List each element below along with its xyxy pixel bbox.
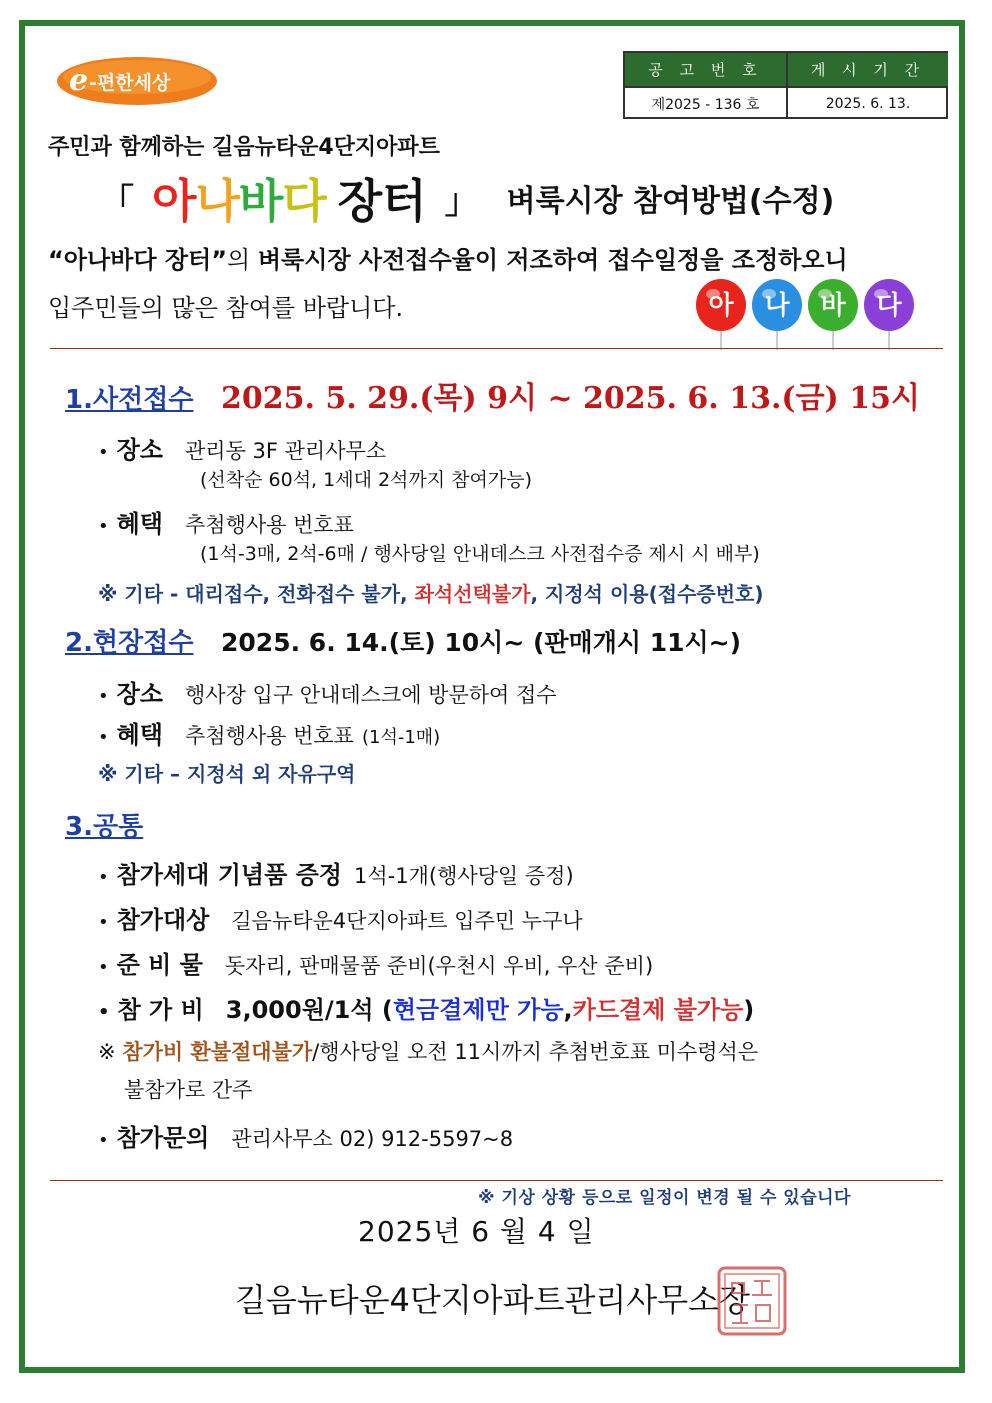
section-1-benefit: • 혜택 추첨행사용 번호표 xyxy=(98,504,354,539)
section-1-place: • 장소 관리동 3F 관리사무소 xyxy=(98,430,386,465)
place-key: 장소 xyxy=(116,680,163,708)
official-seal-stamp xyxy=(716,1265,788,1337)
divider xyxy=(50,348,943,349)
title-char: 다 xyxy=(282,174,326,228)
section-2-place: • 장소 행사장 입구 안내데스크에 방문하여 접수 xyxy=(98,674,557,709)
benefit-value: 추첨행사용 번호표 xyxy=(185,724,354,748)
intro-line-2: 입주민들의 많은 참여를 바랍니다. xyxy=(48,294,404,322)
item-value: 관리사무소 02) 912-5597~8 xyxy=(231,1127,514,1151)
section-2-note: ※ 기타 – 지정석 외 자유구역 xyxy=(98,762,356,786)
section-1-date: 2025. 5. 29.(목) 9시 ~ 2025. 6. 13.(금) 15시 xyxy=(221,381,920,416)
note-rest: /행사당일 오전 11시까지 추첨번호표 미수령석은 xyxy=(312,1040,759,1064)
section-number: 2.현장접수 xyxy=(65,628,194,658)
svg-text:-편한세상: -편한세상 xyxy=(89,72,171,94)
balloon-icon xyxy=(864,279,914,350)
balloon-icon xyxy=(808,279,858,350)
document-date: 2025년 6 월 4 일 xyxy=(358,1215,595,1248)
e-pyeonhan-sesang-logo xyxy=(55,55,220,107)
close-bracket: 」 xyxy=(444,181,479,222)
section-1-benefit-sub: (1석-3매, 2석-6매 / 행사당일 안내데스크 사전접수증 제시 시 배부) xyxy=(200,543,760,565)
weather-note: ※ 기상 상황 등으로 일정이 변경 될 수 있습니다 xyxy=(478,1188,851,1208)
section-3-item-2: • 참가대상 길음뉴타운4단지아파트 입주민 누구나 xyxy=(98,900,583,935)
section-number: 3.공통 xyxy=(65,812,144,842)
svg-text:e: e xyxy=(69,63,89,98)
title-char: 바 xyxy=(238,174,283,228)
fee-cash-only: 현금결제만 가능 xyxy=(392,996,564,1024)
place-value: 행사장 입구 안내데스크에 방문하여 접수 xyxy=(185,683,557,707)
notice-number-value: 제2025 - 136 호 xyxy=(651,96,760,113)
section-3-item-1: • 참가세대 기념품 증정 1석-1개(행사당일 증정) xyxy=(98,855,574,890)
fee-comma: , xyxy=(563,996,573,1024)
svg-text:아: 아 xyxy=(708,291,734,321)
section-3-note-line-2: 불참가로 간주 xyxy=(124,1078,253,1102)
anabada-title xyxy=(152,165,326,231)
notice-number-header: 공 고 번 호 xyxy=(625,53,786,86)
note-text: ※ 기타 - 대리접수, 전화접수 불가, xyxy=(98,582,415,606)
item-value: 돗자리, 판매물품 준비(우천시 우비, 우산 준비) xyxy=(224,954,654,978)
intro-particle: 의 xyxy=(227,246,258,274)
section-1-note xyxy=(98,578,764,607)
section-2-heading xyxy=(65,622,741,659)
item-key: 참가문의 xyxy=(116,1124,210,1152)
section-number: 1.사전접수 xyxy=(65,385,194,415)
item-value: 길음뉴타운4단지아파트 입주민 누구나 xyxy=(231,909,583,933)
subtitle: 주민과 함께하는 길음뉴타운4단지아파트 xyxy=(48,135,440,160)
divider xyxy=(50,1180,943,1181)
note-brown: 참가비 환불절대불가 xyxy=(122,1040,313,1064)
svg-text:다: 다 xyxy=(876,291,902,321)
item-key: 준 비 물 xyxy=(116,951,203,979)
posting-period-header: 게 시 기 간 xyxy=(788,53,948,86)
fee-close: ) xyxy=(743,996,755,1024)
intro-line-1 xyxy=(48,240,848,275)
balloon-icon xyxy=(752,279,802,350)
notice-table xyxy=(623,51,948,119)
section-1-place-sub: (선착순 60석, 1세대 2석까지 참여가능) xyxy=(200,469,532,491)
section-3-item-4: • 참 가 비 3,000원/1석 ( 현금결제만 가능 , 카드결제 불가능 ) xyxy=(98,990,754,1025)
balloons-illustration xyxy=(694,278,924,350)
intro-quote: “아나바다 장터” xyxy=(48,246,228,274)
item-key: 참가대상 xyxy=(116,906,210,934)
signer-name: 길음뉴타운4단지아파트관리사무소장 xyxy=(235,1281,750,1319)
benefit-key: 혜택 xyxy=(116,721,163,749)
note-text: , 지정석 이용(접수증번호) xyxy=(530,582,764,606)
page-title xyxy=(100,168,834,228)
benefit-value: 추첨행사용 번호표 xyxy=(185,513,354,537)
item-key: 참 가 비 xyxy=(117,996,204,1024)
section-3-item-5: • 참가문의 관리사무소 02) 912-5597~8 xyxy=(98,1118,513,1153)
intro-bold: 벼룩시장 사전접수율이 저조하여 접수일정을 조정하오니 xyxy=(257,246,848,274)
item-key: 참가세대 기념품 증정 xyxy=(116,861,342,889)
open-bracket: 「 xyxy=(100,181,134,222)
section-3-note xyxy=(98,1036,758,1066)
svg-text:나: 나 xyxy=(764,291,790,321)
place-key: 장소 xyxy=(116,436,163,464)
note-red: 좌석선택불가 xyxy=(414,582,531,606)
title-tail: 벼룩시장 참여방법(수정) xyxy=(506,184,835,219)
title-char: 아 xyxy=(152,174,196,228)
benefit-small: (1석-1매) xyxy=(361,727,441,748)
benefit-key: 혜택 xyxy=(116,510,163,538)
section-2-date: 2025. 6. 14.(토) 10시~ (판매개시 11시~) xyxy=(221,628,742,657)
section-3-heading xyxy=(65,806,143,843)
item-value: 1석-1개(행사당일 증정) xyxy=(354,864,574,888)
fee-price: 3,000원/1석 ( xyxy=(225,996,393,1024)
note-mark: ※ xyxy=(98,1040,123,1064)
section-3-item-3: • 준 비 물 돗자리, 판매물품 준비(우천시 우비, 우산 준비) xyxy=(98,945,653,980)
section-2-benefit: • 혜택 추첨행사용 번호표 (1석-1매) xyxy=(98,715,440,750)
section-1-heading xyxy=(65,373,920,417)
svg-text:바: 바 xyxy=(820,291,846,321)
jangteo-title: 장터 xyxy=(337,174,427,228)
balloon-icon xyxy=(696,279,746,350)
title-char: 나 xyxy=(195,174,239,228)
fee-card-not-allowed: 카드결제 불가능 xyxy=(572,996,744,1024)
posting-period-value: 2025. 6. 13. xyxy=(825,95,911,112)
place-value: 관리동 3F 관리사무소 xyxy=(185,439,387,463)
